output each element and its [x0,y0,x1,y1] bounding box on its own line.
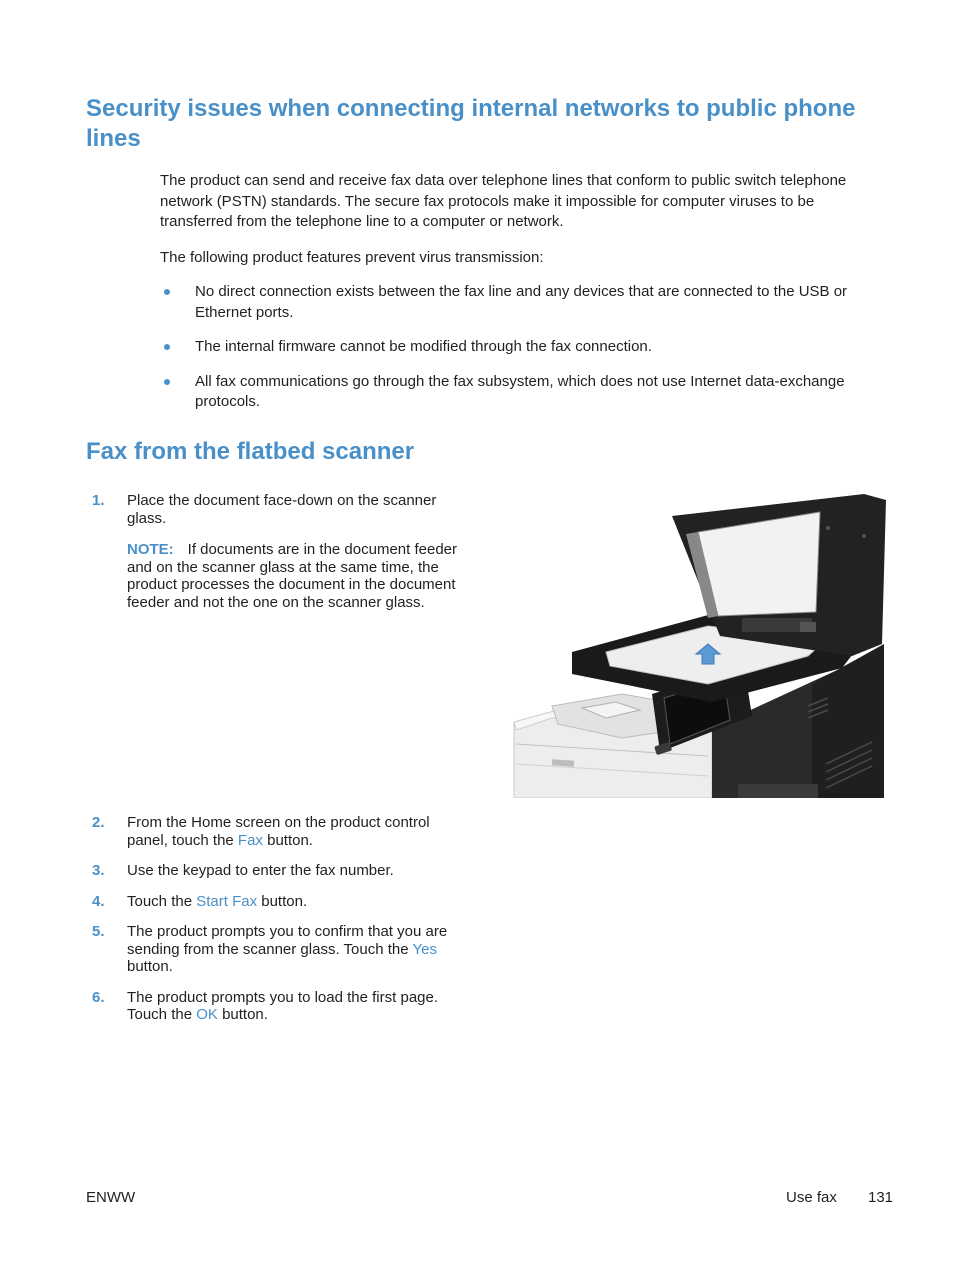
features-lead: The following product features prevent virus transmission: [160,249,544,266]
step-6: 6. The product prompts you to load the first page. Touch the OK button. [92,988,439,1023]
feature-list [160,282,886,427]
list-item: All fax communications go through the fax subsystem, which does not use Internet data-exchange protocols. [160,372,886,413]
step-2: 2. From the Home screen on the product control panel, touch the Fax button. [92,814,430,849]
bullet-icon [164,289,170,295]
section-heading-security: Security issues when connecting internal networks to public phone lines [86,95,856,152]
list-item: No direct connection exists between the fax line and any devices that are connected to the USB or Ethernet ports. [160,282,886,323]
printer-scanner-illustration [512,494,890,798]
step-text: Place the document face-down on the scanner glass. [127,492,437,527]
bullet-icon [164,344,170,350]
list-item: The internal firmware cannot be modified through the fax connection. [160,337,886,358]
step-number: 1. [92,492,105,509]
intro-paragraph: The product can send and receive fax data over telephone lines that conform to public switch telephone network (PSTN) standards. The secure fax protocols make it impossible for computer viruses to be transferred from the telephone line to a computer or network. [160,172,847,230]
section-heading-flatbed: Fax from the flatbed scanner [86,438,415,465]
footer-left: ENWW [86,1189,136,1206]
note-label: NOTE: [127,541,174,558]
note-block [127,541,466,611]
step-3: 3. Use the keypad to enter the fax number. [92,862,394,879]
step-4: 4. Touch the Start Fax button. [92,892,308,910]
yes-button-link[interactable]: Yes [412,940,437,958]
step-number: 3. [92,862,105,879]
note-text: If documents are in the document feeder and on the scanner glass at the same time, the product processes the document in the document feeder and not the one on the scanner glass. [127,541,457,611]
footer-section: Use fax [786,1189,837,1206]
step-number: 4. [92,892,105,910]
step-number: 5. [92,923,105,940]
fax-button-link[interactable]: Fax [237,831,263,849]
step-number: 2. [92,814,105,831]
steps-list-part2 [86,814,466,1037]
step-1 [86,492,466,611]
step-5: 5. The product prompts you to confirm that you are sending from the scanner glass. Touch the Yes button. [92,923,448,975]
steps-list-part1 [86,492,466,624]
bullet-icon [164,379,170,385]
ok-button-link[interactable]: OK [196,1006,218,1023]
page-number: 131 [868,1189,894,1206]
start-fax-button-link[interactable]: Start Fax [196,892,258,910]
step-number: 6. [92,988,105,1006]
